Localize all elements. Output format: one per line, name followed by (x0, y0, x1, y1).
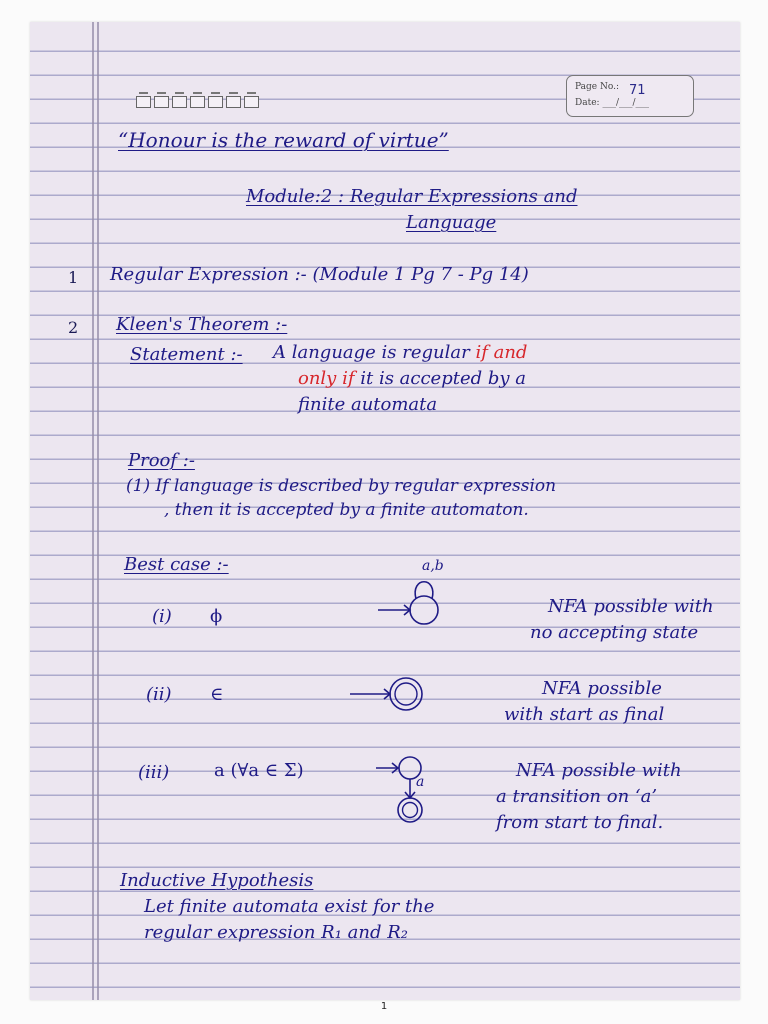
highlight-text: only if (298, 368, 355, 389)
proof-line2: , then it is accepted by a finite automaton. (164, 500, 529, 520)
case-desc-line2: no accepting state (530, 622, 699, 643)
item-number: 2 (68, 318, 79, 337)
case-symbol: ∈ (210, 684, 224, 705)
statement-label: Statement :- (130, 344, 243, 365)
nfa-diagram-empty (376, 570, 456, 630)
highlight-text: if and (475, 342, 528, 363)
inductive-line2: regular expression R₁ and R₂ (144, 922, 408, 943)
inductive-line1: Let finite automata exist for the (144, 896, 435, 917)
module-title-line2: Language (406, 212, 497, 233)
regular-expression-line: Regular Expression :- (Module 1 Pg 7 - Pg 14) (110, 264, 529, 285)
case-label: (ii) (146, 684, 172, 705)
weekday-boxes (136, 96, 259, 108)
case-desc: NFA possible (542, 678, 662, 699)
page-no-value: 71 (629, 83, 646, 98)
case-desc-line2: with start as final (504, 704, 665, 725)
nfa-diagram-epsilon (348, 672, 428, 716)
module-title: Module:2 : Regular Expressions and (246, 186, 578, 207)
quote: “Honour is the reward of virtue” (118, 128, 449, 152)
page-footer-number: 1 (380, 1001, 388, 1012)
date-value: ___/___/___ (602, 98, 650, 108)
case-label: (iii) (138, 762, 170, 783)
statement-text-line3: finite automata (298, 394, 438, 415)
margin-line (92, 22, 94, 1000)
loop-label: a,b (422, 558, 444, 574)
margin-line (97, 22, 99, 1000)
case-desc-line2: a transition on ‘a’ (496, 786, 658, 807)
item-number: 1 (68, 268, 79, 287)
statement-text-line2: only if it is accepted by a (298, 368, 527, 389)
case-label: (i) (152, 606, 172, 627)
case-desc: NFA possible with (548, 596, 714, 617)
case-desc-line3: from start to final. (496, 812, 664, 833)
case-desc: NFA possible with (516, 760, 682, 781)
notebook-page (30, 22, 740, 1000)
inductive-heading: Inductive Hypothesis (120, 870, 314, 891)
page-no-label: Page No.: (575, 82, 619, 92)
case-symbol: a (∀a ∈ Σ) (214, 760, 304, 781)
proof-line1: (1) If language is described by regular expression (126, 476, 557, 496)
edge-label: a (416, 774, 425, 790)
kleen-heading: Kleen's Theorem :- (116, 314, 288, 335)
proof-heading: Proof :- (128, 450, 195, 471)
statement-text: A language is regular if and (273, 342, 528, 363)
best-case-heading: Best case :- (124, 554, 229, 575)
case-symbol: ϕ (210, 606, 223, 627)
date-label: Date: (575, 98, 600, 108)
nfa-diagram-symbol (374, 750, 454, 830)
page-number-box (566, 75, 694, 117)
